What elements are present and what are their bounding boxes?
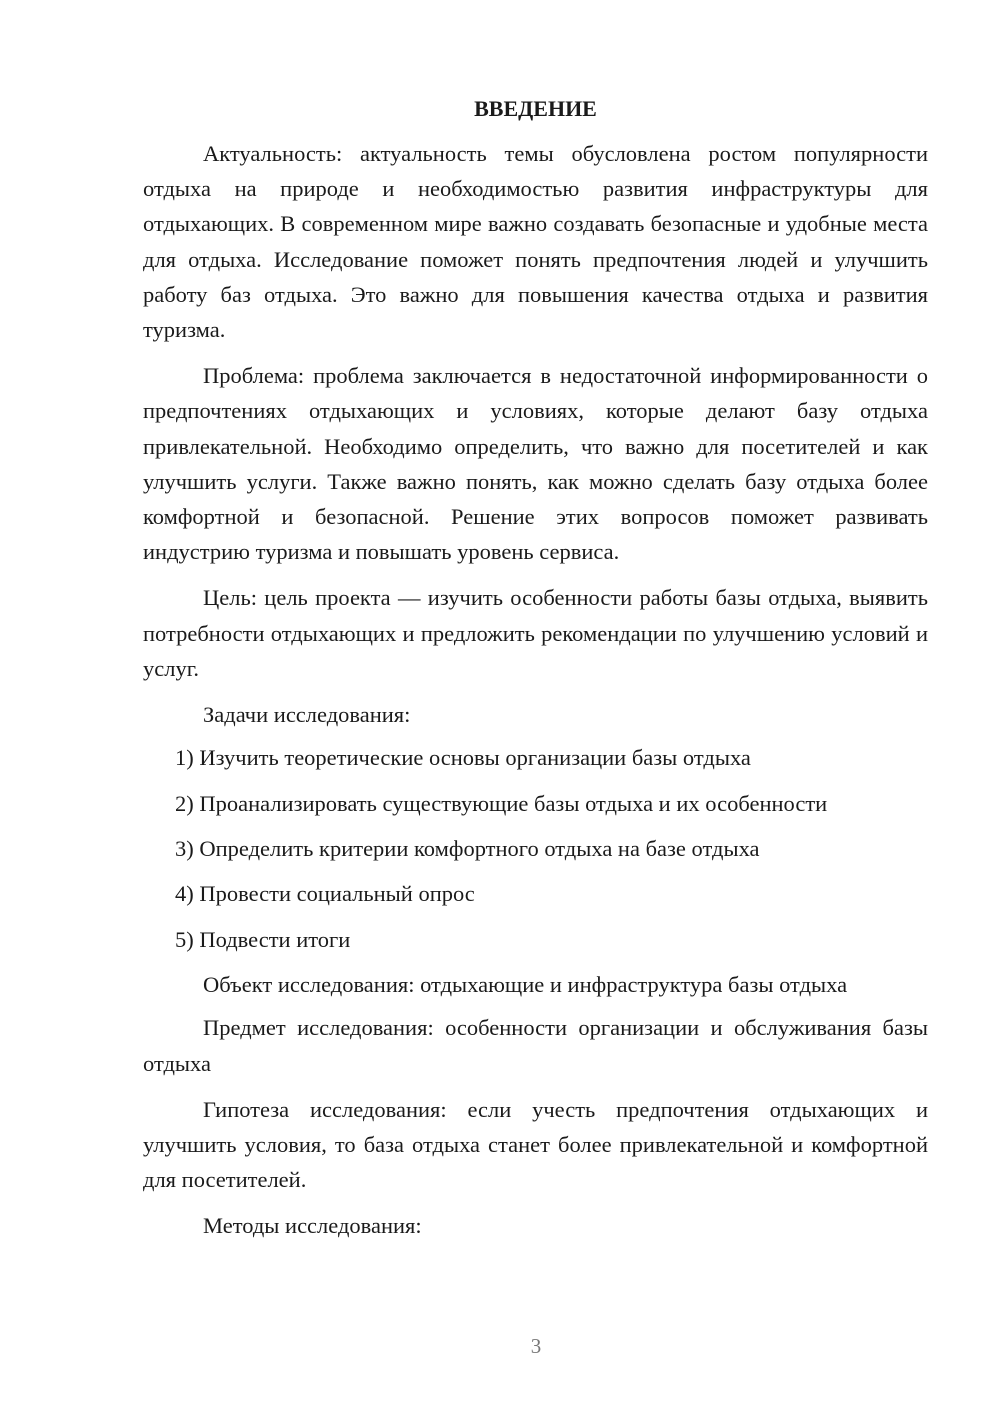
subject-paragraph: Предмет исследования: особенности организации и обслуживания базы отдыха [143, 1015, 928, 1076]
tasks-list [143, 740, 928, 957]
list-item: 1) Изучить теоретические основы организации базы отдыха [175, 745, 751, 771]
problem-paragraph: Проблема: проблема заключается в недостаточной информированности о предпочтениях отдыхающих и условиях, которые делают базу отдыха привлекательной. Необходимо определить, что важно для посетителей и как улучшить услуги. Также важно понять, как можно сделать базу отдыха более комфортной и безопасной. Решение этих вопросов поможет развивать индустрию туризма и повышать уровень сервиса. [143, 363, 928, 565]
goal-paragraph: Цель: цель проекта — изучить особенности работы базы отдыха, выявить потребности отдыхающих и предложить рекомендации по улучшению условий и услуг. [143, 585, 928, 681]
relevance-paragraph: Актуальность: актуальность темы обусловлена ростом популярности отдыха на природе и необходимостью развития инфраструктуры для отдыхающих. В современном мире важно создавать безопасные и удобные места для отдыха. Исследование поможет понять предпочтения людей и улучшить работу баз отдыха. Это важно для повышения качества отдыха и развития туризма. [143, 141, 928, 343]
page-number: 3 [530, 1334, 542, 1358]
page-title: ВВЕДЕНИЕ [474, 96, 597, 121]
list-item: 5) Подвести итоги [175, 926, 351, 952]
list-item: 4) Провести социальный опрос [175, 881, 475, 907]
list-item: 2) Проанализировать существующие базы отдыха и их особенности [175, 790, 828, 816]
methods-heading: Методы исследования: [203, 1213, 422, 1239]
document-page [143, 94, 928, 1255]
tasks-heading: Задачи исследования: [203, 702, 411, 728]
object-paragraph: Объект исследования: отдыхающие и инфраструктура базы отдыха [203, 972, 848, 998]
list-item: 3) Определить критерии комфортного отдыха на базе отдыха [175, 836, 760, 862]
hypothesis-paragraph: Гипотеза исследования: если учесть предпочтения отдыхающих и улучшить условия, то база отдыха станет более привлекательной и комфортной для посетителей. [143, 1096, 928, 1193]
